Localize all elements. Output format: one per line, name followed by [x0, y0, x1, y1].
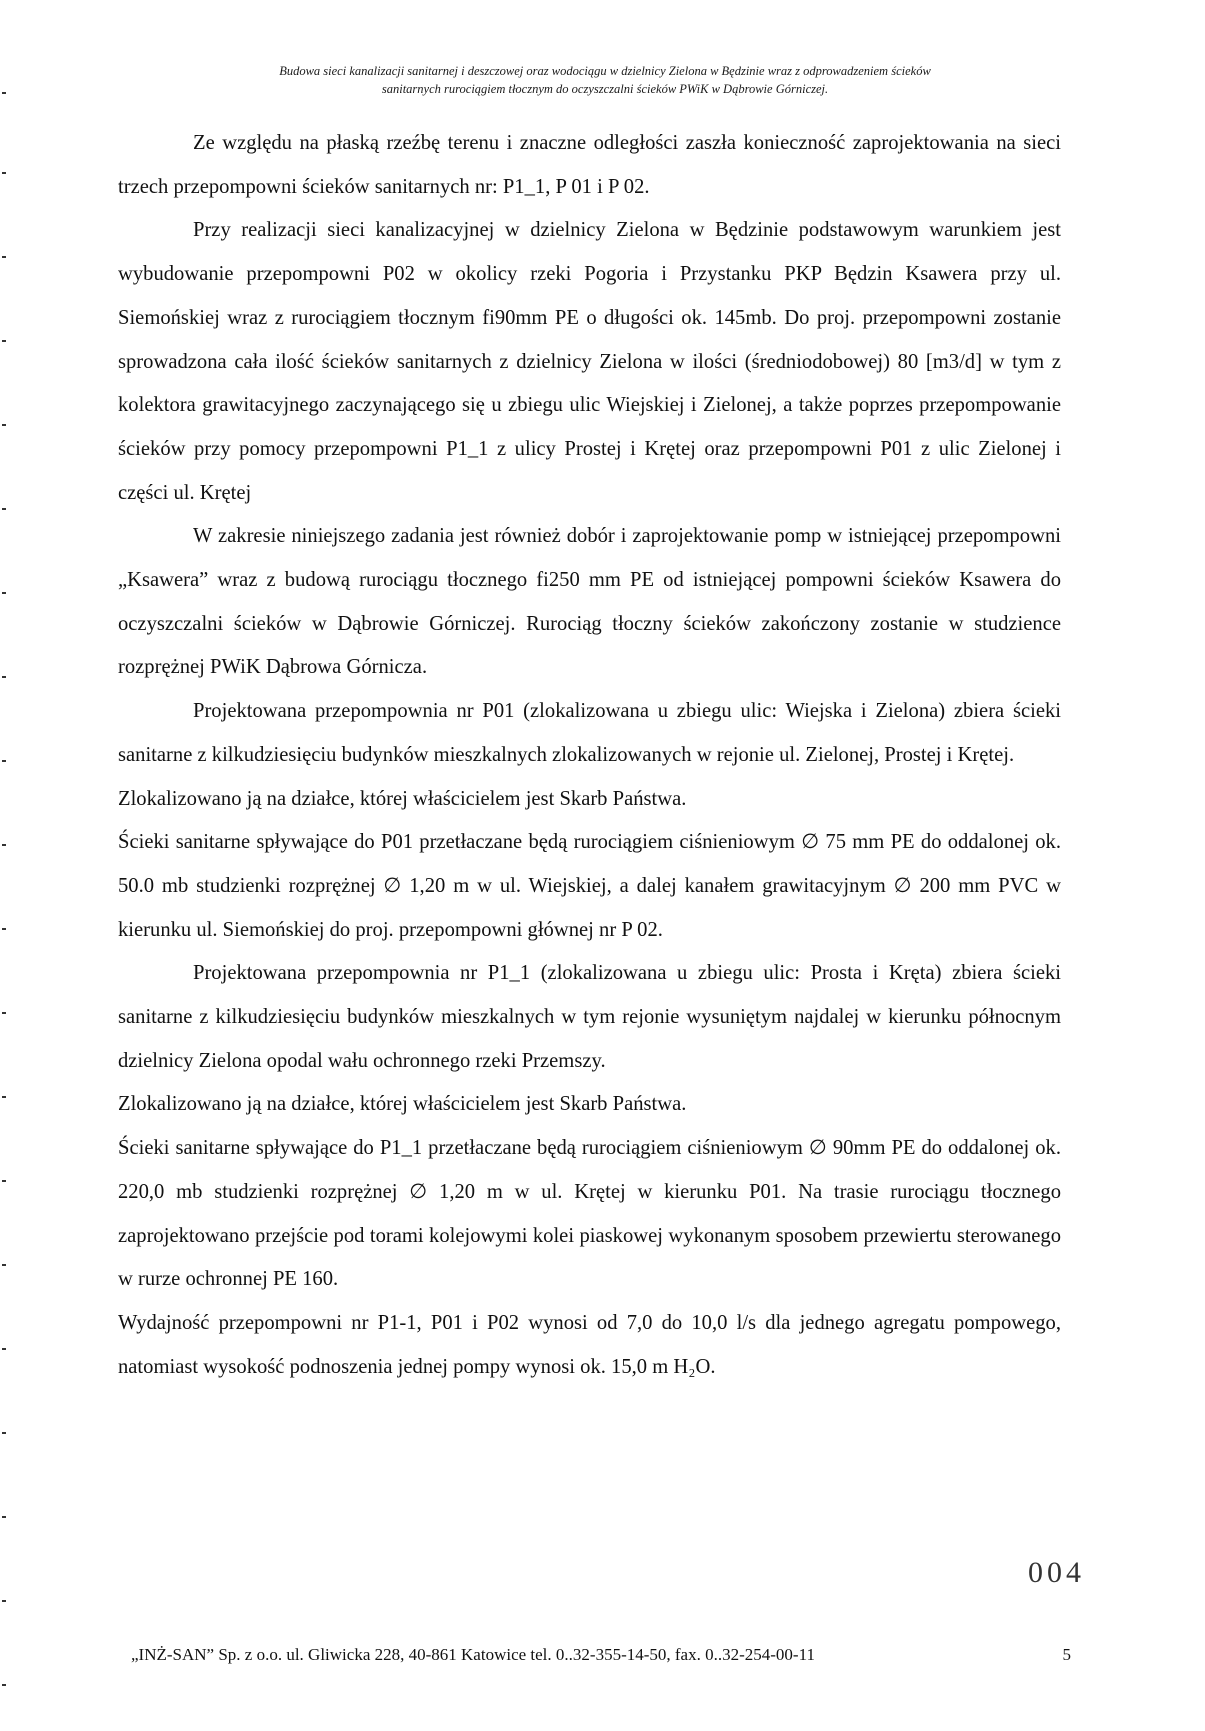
scan-edge-mark [2, 1348, 6, 1350]
scan-edge-mark [2, 676, 6, 678]
header-line-1: Budowa sieci kanalizacji sanitarnej i deszczowej oraz wodociągu w dzielnicy Zielona w Będzinie wraz z odprowadzeniem ścieków [279, 64, 931, 78]
scan-edge-mark [2, 1012, 6, 1014]
page-stamp-number: 004 [1028, 1556, 1085, 1589]
document-footer [131, 1645, 1071, 1665]
paragraph-7: Projektowana przepompownia nr P1_1 (zlokalizowana u zbiegu ulic: Prosta i Kręta) zbiera ścieki sanitarne z kilkudziesięciu budynków mieszkalnych w tym rejonie wysuniętym najdalej w kierunku północnym dzielnicy Zielona opodal wału ochronnego rzeki Przemszy. [118, 962, 1061, 1072]
scan-edge-mark [2, 92, 6, 94]
scan-edge-mark [2, 424, 6, 426]
scan-edge-mark [2, 340, 6, 342]
paragraph-5: Zlokalizowano ją na działce, której właścicielem jest Skarb Państwa. [118, 787, 687, 810]
scan-edge-mark [2, 1600, 6, 1602]
scan-edge-mark [2, 508, 6, 510]
paragraph-8: Zlokalizowano ją na działce, której właścicielem jest Skarb Państwa. [118, 1093, 687, 1116]
document-body [118, 122, 1061, 1389]
scan-edge-mark [2, 1264, 6, 1266]
paragraph-2: Przy realizacji sieci kanalizacyjnej w dzielnicy Zielona w Będzinie podstawowym warunkiem jest wybudowanie przepompowni P02 w okolicy rzeki Pogoria i Przystanku PKP Będzin Ksawera przy ul. Siemońskiej wraz z rurociągiem tłocznym fi90mm PE o długości ok. 145mb. Do proj. przepompowni zostanie sprowadzona cała ilość ścieków sanitarnych z dzielnicy Zielona w ilości (średniodobowej) 80 [m3/d] w tym z kolektora grawitacyjnego zaczynającego się u zbiegu ulic Wiejskiej i Zielonej, a także poprzes przepompowanie ścieków przy pomocy przepompowni P1_1 z ulicy Prostej i Krętej oraz przepompowni P01 z ulic Zielonej i części ul. Krętej [118, 219, 1061, 504]
scan-edge-mark [2, 1684, 6, 1686]
paragraph-6: Ścieki sanitarne spływające do P01 przetłaczane będą rurociągiem ciśnieniowym ∅ 75 mm PE do oddalonej ok. 50.0 mb studzienki rozprężnej ∅ 1,20 m w ul. Wiejskiej, a dalej kanałem grawitacyjnym ∅ 200 mm PVC w kierunku ul. Siemońskiej do proj. przepompowni głównej nr P 02. [118, 831, 1061, 941]
scan-edge-mark [2, 1432, 6, 1434]
paragraph-3: W zakresie niniejszego zadania jest również dobór i zaprojektowanie pomp w istniejącej przepompowni „Ksawera” wraz z budową rurociągu tłocznego fi250 mm PE od istniejącej pompowni ścieków Ksawera do oczyszczalni ścieków w Dąbrowie Górniczej. Rurociąg tłoczny ścieków zakończony zostanie w studzience rozprężnej PWiK Dąbrowa Górnicza. [118, 525, 1061, 679]
scan-edge-mark [2, 256, 6, 258]
scan-edge-mark [2, 592, 6, 594]
paragraph-10: Wydajność przepompowni nr P1-1, P01 i P02 wynosi od 7,0 do 10,0 l/s dla jednego agregatu pompowego, natomiast wysokość podnoszenia jednej pompy wynosi ok. 15,0 m H₂O. [118, 1311, 1061, 1378]
scan-edge-mark [2, 1180, 6, 1182]
scan-edge-mark [2, 1516, 6, 1518]
footer-page-number: 5 [1062, 1645, 1071, 1664]
paragraph-4: Projektowana przepompownia nr P01 (zlokalizowana u zbiegu ulic: Wiejska i Zielona) zbiera ścieki sanitarne z kilkudziesięciu budynków mieszkalnych zlokalizowanych w rejonie ul. Zielonej, Prostej i Krętej. [118, 700, 1061, 766]
scan-edge-mark [2, 172, 6, 174]
scan-edge-mark [2, 1096, 6, 1098]
footer-company-info: „INŻ-SAN” Sp. z o.o. ul. Gliwicka 228, 40-861 Katowice tel. 0..32-355-14-50, fax. 0..32-254-00-11 [131, 1645, 815, 1664]
header-line-2: sanitarnych rurociągiem tłocznym do oczyszczalni ścieków PWiK w Dąbrowie Górniczej. [381, 82, 829, 96]
paragraph-1: Ze względu na płaską rzeźbę terenu i znaczne odległości zaszła konieczność zaprojektowania na sieci trzech przepompowni ścieków sanitarnych nr: P1_1, P 01 i P 02. [118, 132, 1061, 198]
scan-edge-mark [2, 928, 6, 930]
document-header [120, 62, 1090, 98]
scan-edge-mark [2, 844, 6, 846]
scan-edge-mark [2, 760, 6, 762]
paragraph-9: Ścieki sanitarne spływające do P1_1 przetłaczane będą rurociągiem ciśnieniowym ∅ 90mm PE do oddalonej ok. 220,0 mb studzienki rozprężnej ∅ 1,20 m w ul. Krętej w kierunku P01. Na trasie rurociągu tłocznego zaprojektowano przejście pod torami kolejowymi kolei piaskowej wykonanym sposobem przewiertu sterowanego w rurze ochronnej PE 160. [118, 1137, 1061, 1291]
